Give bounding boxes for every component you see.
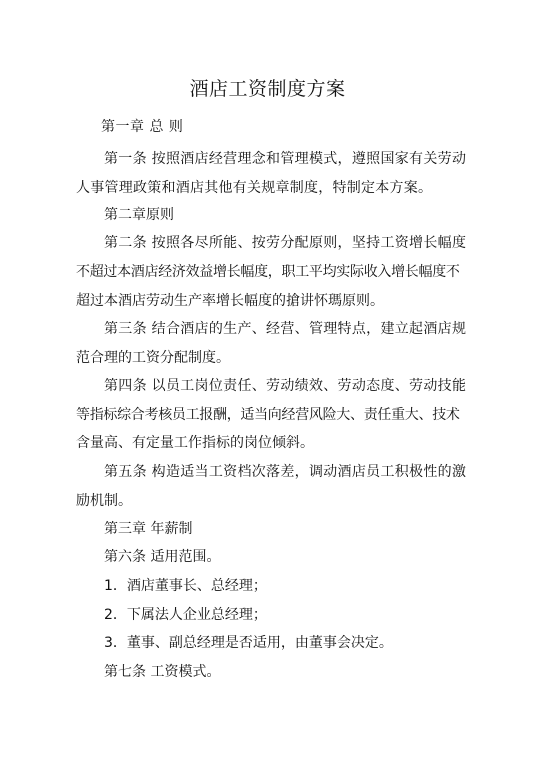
article-4-line-1: 第四条 以员工岗位责任、劳动绩效、劳动态度、劳动技能 (104, 378, 467, 394)
article-2-line-2: 不超过本酒店经济效益增长幅度，职工平均实际收入增长幅度不 (76, 264, 460, 280)
article-6-heading: 第六条 适用范围。 (104, 549, 221, 565)
chapter-2-heading: 第二章原则 (104, 207, 174, 223)
list-item-2: 2．下属法人企业总经理； (104, 607, 267, 623)
article-3-line-2: 范合理的工资分配制度。 (76, 350, 230, 366)
chapter-3-heading: 第三章 年薪制 (104, 521, 193, 537)
article-3-line-1: 第三条 结合酒店的生产、经营、管理特点，建立起酒店规 (104, 321, 467, 337)
article-4-line-2: 等指标综合考核员工报酬，适当向经营风险大、责任重大、技术 (76, 407, 460, 423)
article-7-heading: 第七条 工资模式。 (104, 664, 221, 680)
article-2-line-3: 超过本酒店劳动生产率增长幅度的搶讲怀瑪原则。 (76, 293, 384, 309)
article-4-line-3: 含量高、有定量工作指标的岗位倾斜。 (76, 435, 314, 451)
article-2-line-1: 第二条 按照各尽所能、按劳分配原则，坚持工资增长幅度 (104, 235, 467, 251)
article-5-line-1: 第五条 构造适当工资档次落差，调动酒店员工积极性的激 (104, 464, 467, 480)
chapter-1-heading: 第一章 总 则 (101, 119, 184, 135)
list-item-3: 3．董事、副总经理是否适用，由董事会决定。 (104, 635, 393, 651)
article-1-line-2: 人事管理政策和酒店其他有关规章制度，特制定本方案。 (76, 180, 433, 196)
article-5-line-2: 励机制。 (76, 493, 132, 509)
document-title: 酒店工资制度方案 (189, 78, 346, 100)
article-1-line-1: 第一条 按照酒店经营理念和管理模式，遵照国家有关劳动 (104, 151, 467, 167)
list-item-1: 1．酒店董事长、总经理； (104, 578, 267, 594)
